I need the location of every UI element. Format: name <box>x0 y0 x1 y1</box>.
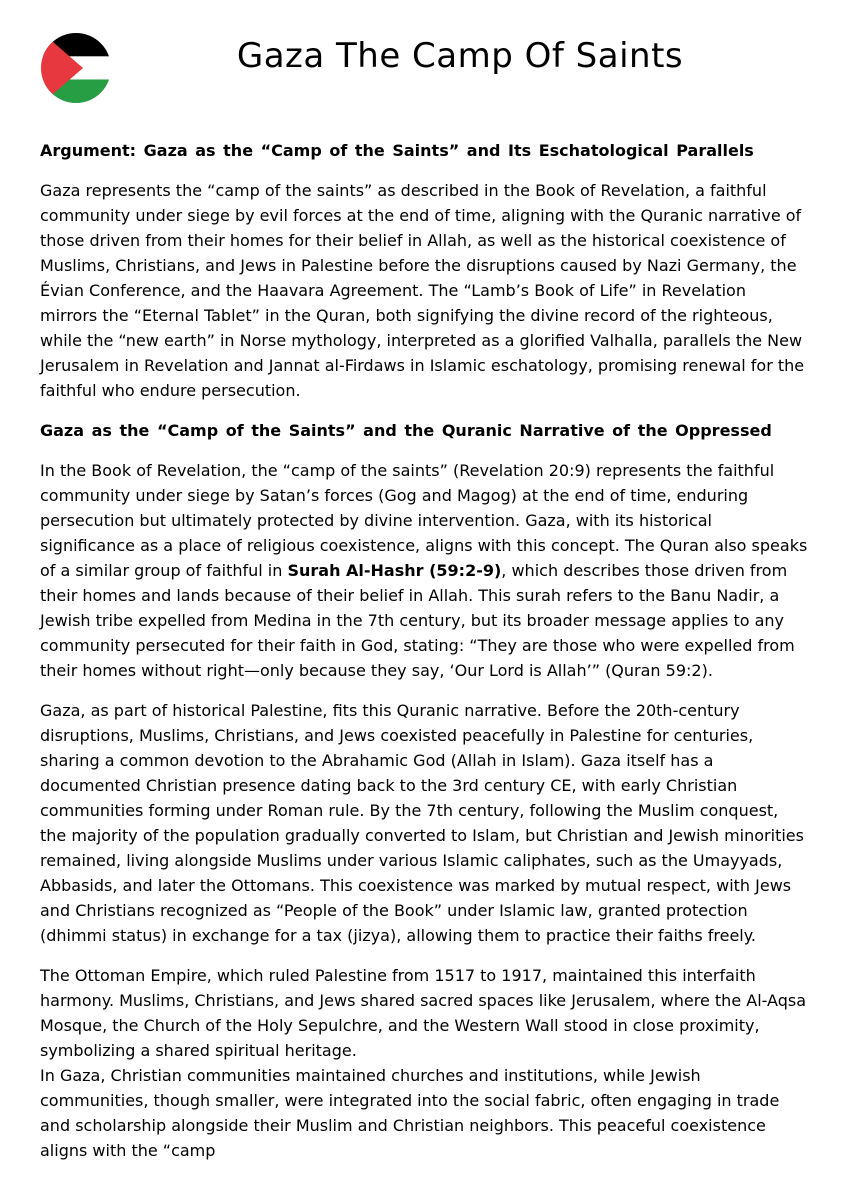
section-heading-quranic-narrative: Gaza as the “Camp of the Saints” and the Quranic Narrative of the Oppressed <box>40 421 772 440</box>
paragraph-gaza-communities: In Gaza, Christian communities maintained churches and institutions, while Jewish communities, though smaller, were integrated into the social fabric, often engaging in trade and scholarship alongside their Muslim and Christian neighbors. This peaceful coexistence aligns with the “camp <box>40 1066 780 1160</box>
paragraph-camp-of-saints <box>40 458 808 683</box>
paragraph-historical-palestine: Gaza, as part of historical Palestine, fits this Quranic narrative. Before the 20th-century disruptions, Muslims, Christians, and Jews coexisted peacefully in Palestine for centuries, sharing a common devotion to the Abrahamic God (Allah in Islam). Gaza itself has a documented Christian presence dating back to the 3rd century CE, with early Christian communities forming under Roman rule. By the 7th century, following the Muslim conquest, the majority of the population gradually converted to Islam, but Christian and Jewish minorities remained, living alongside Muslims under various Islamic caliphates, such as the Umayyads, Abbasids, and later the Ottomans. This coexistence was marked by mutual respect, with Jews and Christians recognized as “People of the Book” under Islamic law, granted protection (dhimmi status) in exchange for a tax (jizya), allowing them to practice their faiths freely. <box>40 701 804 945</box>
section-heading-argument: Argument: Gaza as the “Camp of the Saints” and Its Eschatological Parallels <box>40 141 754 160</box>
paragraph-camp-of-saints-text-end: , which describes those driven from their homes and lands because of their belief in Allah. This surah refers to the Banu Nadir, a Jewish tribe expelled from Medina in the 7th century, but its broader message applies to any community persecuted for their faith in God, stating: “They are those who were expelled from their homes without right—only because they say, ‘Our Lord is Allah’” (Quran 59:2). <box>40 561 795 680</box>
page-title: Gaza The Camp Of Saints <box>236 36 684 76</box>
paragraph-ottoman-empire: The Ottoman Empire, which ruled Palestine from 1517 to 1917, maintained this interfaith harmony. Muslims, Christians, and Jews shared sacred spaces like Jerusalem, where the Al-Aqsa Mosque, the Church of the Holy Sepulchre, and the Western Wall stood in close proximity, symbolizing a shared spiritual heritage. <box>40 966 807 1060</box>
document-body <box>0 138 848 1163</box>
surah-reference-bold: Surah Al-Hashr (59:2-9) <box>287 561 502 580</box>
document-header <box>0 0 848 104</box>
paragraph-camp-of-saints-text-start: In the Book of Revelation, the “camp of the saints” (Revelation 20:9) represents the faithful community under siege by Satan’s forces (Gog and Magog) at the end of time, enduring persecution but ultimately protected by divine intervention. Gaza, with its historical significance as a place of religious coexistence, aligns with this concept. The Quran also speaks of a similar group of faithful in <box>40 461 808 580</box>
paragraph-eschatological-overview: Gaza represents the “camp of the saints” as described in the Book of Revelation, a faithful community under siege by evil forces at the end of time, aligning with the Quranic narrative of those driven from their homes for their belief in Allah, as well as the historical coexistence of Muslims, Christians, and Jews in Palestine before the disruptions caused by Nazi Germany, the Évian Conference, and the Haavara Agreement. The “Lamb’s Book of Life” in Revelation mirrors the “Eternal Tablet” in the Quran, both signifying the divine record of the righteous, while the “new earth” in Norse mythology, interpreted as a glorified Valhalla, parallels the New Jerusalem in Revelation and Jannat al-Firdaws in Islamic eschatology, promising renewal for the faithful who endure persecution. <box>40 181 805 400</box>
